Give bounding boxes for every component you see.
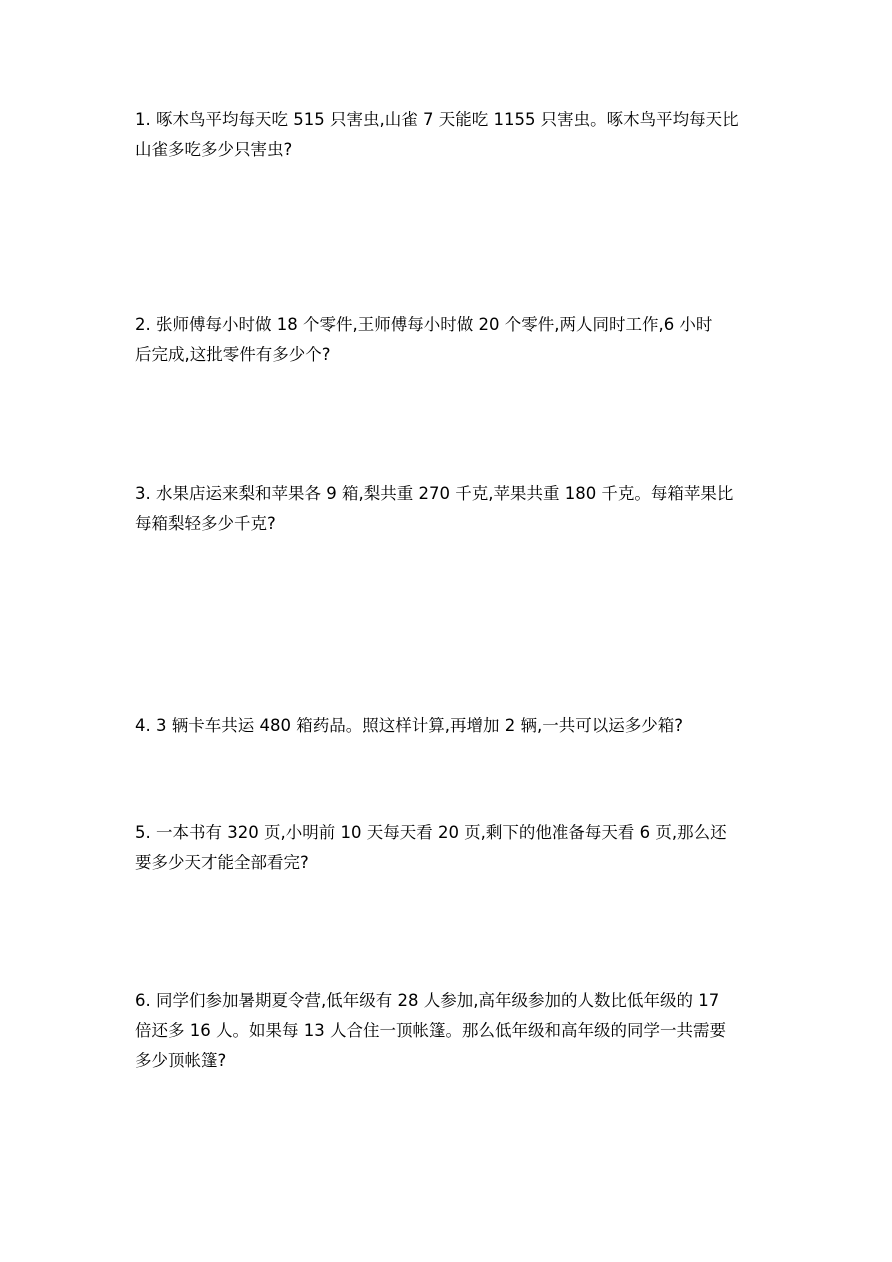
question-6-line-2: 倍还多 16 人。如果每 13 人合住一顶帐篷。那么低年级和高年级的同学一共需要 [135, 1021, 726, 1040]
question-5-line-1: 5. 一本书有 320 页,小明前 10 天每天看 20 页,剩下的他准备每天看 6 页,那么还 [135, 823, 727, 842]
question-4-line-1: 4. 3 辆卡车共运 480 箱药品。照这样计算,再增加 2 辆,一共可以运多少箱? [135, 716, 683, 735]
question-1-line-1: 1. 啄木鸟平均每天吃 515 只害虫,山雀 7 天能吃 1155 只害虫。啄木鸟平均每天比 [135, 110, 739, 129]
question-6-line-3: 多少顶帐篷? [135, 1051, 227, 1070]
question-3-line-1: 3. 水果店运来梨和苹果各 9 箱,梨共重 270 千克,苹果共重 180 千克。每箱苹果比 [135, 484, 734, 503]
question-5 [135, 818, 765, 878]
question-1 [135, 105, 765, 165]
question-2-line-1: 2. 张师傅每小时做 18 个零件,王师傅每小时做 20 个零件,两人同时工作,6 小时 [135, 315, 713, 334]
question-2-line-2: 后完成,这批零件有多少个? [135, 345, 331, 364]
question-3 [135, 479, 765, 539]
question-3-line-2: 每箱梨轻多少千克? [135, 514, 276, 533]
question-1-line-2: 山雀多吃多少只害虫? [135, 140, 293, 159]
question-6-line-1: 6. 同学们参加暑期夏令营,低年级有 28 人参加,高年级参加的人数比低年级的 17 [135, 991, 720, 1010]
question-5-line-2: 要多少天才能全部看完? [135, 853, 309, 872]
question-2 [135, 310, 765, 370]
question-6 [135, 986, 765, 1076]
question-4 [135, 711, 765, 741]
